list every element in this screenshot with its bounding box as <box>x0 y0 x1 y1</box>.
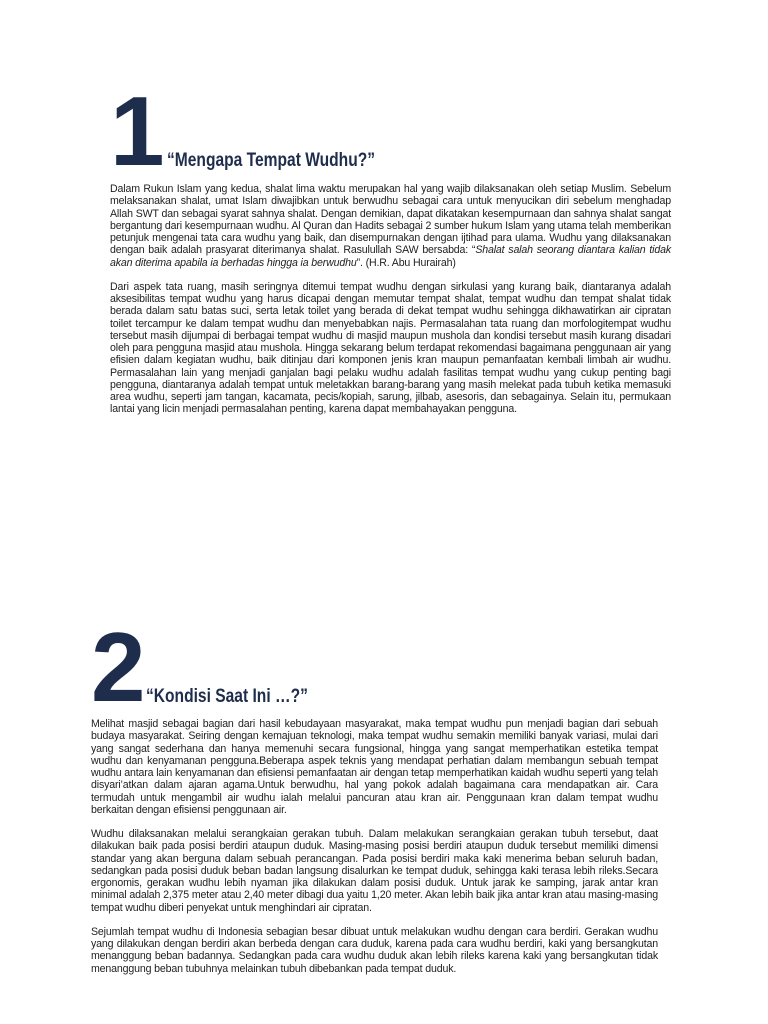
section-1-number: 1 <box>110 76 161 186</box>
section-1-paragraph-1: Dalam Rukun Islam yang kedua, shalat lima waktu merupakan hal yang wajib dilaksanakan oleh setiap Muslim. Sebelum melaksanakan shalat, umat Islam diwajibkan untuk berwudhu sebagai cara untuk menyucikan diri sebelum menghadap Allah SWT dan sebagai syarat sahnya shalat. Dengan demikian, dapat dikatakan kesempurnaan dan sahnya shalat sangat bergantung dari kesempurnaan wudhu. Al Quran dan Hadits sebagai 2 sumber hukum Islam yang utama telah memberikan petunjuk mengenai tata cara wudhu yang baik, dan disempurnakan dengan ijtihad para ulama. Wudhu yang dilaksanakan dengan baik adalah prasyarat diterimanya shalat. Rasulullah SAW bersabda: “Shalat salah seorang diantara kalian tidak akan diterima apabila ia berhadas hingga ia berwudhu”. (H.R. Abu Hurairah) <box>110 183 671 269</box>
section-2-title: “Kondisi Saat Ini …?” <box>145 686 308 707</box>
hadith-quote: Shalat salah seorang diantara kalian tidak akan diterima apabila ia berhadas hingga ia berwudhu <box>110 244 671 269</box>
section-1-heading <box>110 76 420 186</box>
section-1-title: “Mengapa Tempat Wudhu?” <box>166 150 375 171</box>
section-2-paragraph-1: Melihat masjid sebagai bagian dari hasil kebudayaan masyarakat, maka tempat wudhu pun menjadi bagian dari sebuah budaya masyarakat. Seiring dengan kemajuan teknologi, maka tempat wudhu semakin memiliki banyak variasi, mulai dari yang sangat sederhana dan hanya memenuhi secara fungsional, hingga yang sangat memperhatikan estetika tempat wudhu dan kenyamanan pengguna.Beberapa aspek teknis yang mendapat perhatian dalam membangun sebuah tempat wudhu antara lain kenyamanan dan efisiensi pemanfaatan air dengan tetap memperhatikan kaidah wudhu seperti yang telah disyari’atkan dalam ajaran agama.Untuk berwudhu, hal yang pokok adalah bagaimana cara mendapatkan air. Cara termudah untuk mengambil air wudhu ialah melalui pancuran atau kran air. Penggunaan kran dalam tempat wudhu berkaitan dengan efisiensi penggunaan air. <box>91 718 658 816</box>
section-1-paragraph-2: Dari aspek tata ruang, masih seringnya ditemui tempat wudhu dengan sirkulasi yang kurang baik, diantaranya adalah aksesibilitas tempat wudhu yang harus dicapai dengan memutar tempat shalat, tempat wudhu dan tempat shalat tidak berada dalam satu batas suci, serta letak toilet yang berada di dekat tempat wudhu sehingga dikhawatirkan air cipratan toilet tercampur ke dalam tempat wudhu dan menyebabkan najis. Permasalahan tata ruang dan morfologitempat wudhu tersebut masih dijumpai di berbagai tempat wudhu di masjid maupun mushola dan kondisi tersebut masih kurang disadari oleh para pengguna masjid atau mushola. Hingga sekarang belum terdapat rekomendasi bagaimana penggunaan air yang efisien dalam kegiatan wudhu, baik ditinjau dari komponen jenis kran maupun pemanfaatan kembali limbah air wudhu. Permasalahan lain yang menjadi ganjalan bagi pelaku wudhu adalah fasilitas tempat wudhu yang cukup penting bagi pengguna, diantaranya adalah tempat untuk meletakkan barang-barang yang masih melekat pada tubuh ketika memasuki area wudhu, seperti jam tangan, kacamata, pecis/kopiah, sarung, jilbab, asesoris, dan sebagainya. Selain itu, permukaan lantai yang licin menjadi permasalahan penting, karena dapat membahayakan pengguna. <box>110 280 671 416</box>
section-2-paragraph-3: Sejumlah tempat wudhu di Indonesia sebagian besar dibuat untuk melakukan wudhu dengan cara berdiri. Gerakan wudhu yang dilakukan dengan berdiri akan berbeda dengan cara duduk, karena pada cara wudhu berdiri, kaki yang bersangkutan menanggung beban badannya. Sedangkan pada cara wudhu duduk akan lebih rileks karena kaki yang bersangkutan tidak menanggung beban tubuhnya melainkan tubuh dibebankan pada tempat duduk. <box>91 925 658 975</box>
section-1-body <box>110 183 671 428</box>
section-2-paragraph-2: Wudhu dilaksanakan melalui serangkaian gerakan tubuh. Dalam melakukan serangkaian gerakan tubuh tersebut, daat dilakukan baik pada posisi berdiri ataupun duduk. Masing-masing posisi berdiri ataupun duduk tersebut memiliki dimensi standar yang akan berguna dalam sebuah perancangan. Pada posisi berdiri maka kaki menerima beban seluruh badan, sedangkan pada posisi duduk beban badan langsung disalurkan ke tempat duduk, sehingga kaki terasa lebih rileks.Secara ergonomis, gerakan wudhu lebih nyaman jika dilakukan dalam posisi duduk. Untuk jarak ke samping, jarak antar kran minimal adalah 2,375 meter atau 2,40 meter dibagi dua yaitu 1,20 meter. Akan lebih baik jika antar kran atau masing-masing tempat wudhu diberi penyekat untuk menghindari air cipratan. <box>91 828 658 914</box>
section-2-number: 2 <box>91 612 142 722</box>
section-2-body <box>91 718 658 987</box>
section-2-heading <box>91 612 343 722</box>
